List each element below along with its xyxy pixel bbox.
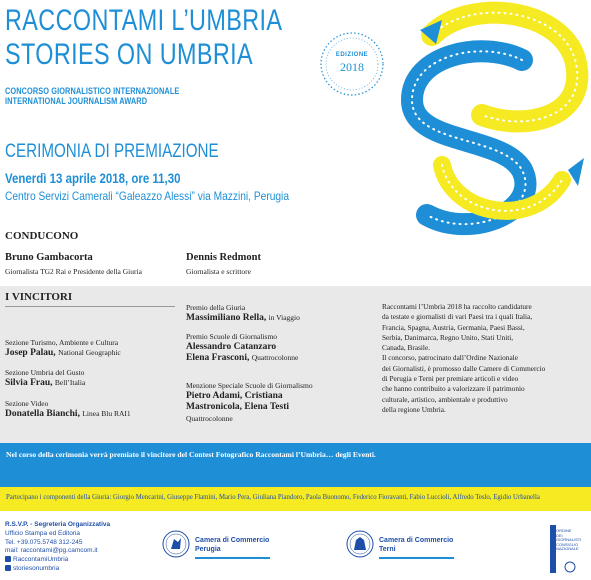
chamber-perugia-rule — [195, 557, 270, 559]
school-prize-category: Premio Scuole di Giornalismo — [186, 332, 278, 341]
globe-icon — [5, 565, 11, 571]
event-venue: Centro Servizi Camerali “Galeazzo Alessi” via Mazzini, Perugia — [5, 189, 290, 203]
ceremony-title: CERIMONIA DI PREMIAZIONE — [5, 141, 219, 162]
host-role: Giornalista e scrittore — [186, 267, 251, 276]
winner-name: Donatella Bianchi, Linea Blu RAI1 — [5, 409, 131, 419]
journalists-order-text: ORDINE DEI GIORNALISTI CONSIGLIO NAZIONALE — [556, 528, 582, 552]
contest-subtitle-it: CONCORSO GIORNALISTICO INTERNAZIONALE — [5, 86, 180, 96]
rsvp-block — [5, 521, 110, 574]
host-name: Dennis Redmont — [186, 252, 261, 263]
rsvp-title: R.S.V.P. - Segreteria Organizzativa — [5, 521, 111, 528]
rsvp-office: Ufficio Stampa ed Editoria — [5, 529, 81, 537]
chamber-terni-line1: Camera di Commercio — [379, 537, 454, 544]
photo-contest-text: Nel corso della cerimonia verrà premiato il vincitore del Contest Fotografico Raccontami l’Umbria… degli Eventi. — [6, 450, 376, 459]
event-date: Venerdì 13 aprile 2018, ore 11,30 — [5, 170, 181, 186]
winner-category: Sezione Turismo, Ambiente e Cultura — [5, 338, 119, 347]
winners-divider — [5, 306, 175, 307]
griffin-seal-icon — [162, 530, 190, 558]
chamber-terni-rule — [379, 557, 454, 559]
winner-name: Silvia Frau, Bell’Italia — [5, 378, 86, 388]
host-name: Bruno Gambacorta — [5, 252, 93, 263]
special-mention-category: Menzione Speciale Scuole di Giornalismo — [186, 381, 313, 390]
winner-category: Sezione Umbria del Gusto — [5, 368, 85, 377]
rsvp-phone: Tel. +39.075.5748 312-245 — [5, 538, 83, 546]
winner-category: Sezione Video — [5, 399, 49, 408]
facebook-icon — [5, 556, 11, 562]
school-prize-winner: Alessandro Catanzaro — [186, 342, 277, 352]
school-prize-winner: Elena Frasconi, Quattrocolonne — [186, 353, 299, 363]
social-facebook[interactable]: RaccontamiUmbria — [5, 556, 110, 565]
chamber-perugia-line1: Camera di Commercio — [195, 537, 270, 544]
rsvp-mail[interactable]: mail: raccontami@pg.camcom.it — [5, 547, 98, 555]
chamber-perugia-line2: Perugia — [195, 546, 221, 553]
social-website[interactable]: storiesonumbria — [5, 565, 110, 574]
stories-on-umbria-logo — [372, 0, 591, 245]
title-line-1: RACCONTAMI L’UMBRIA — [5, 4, 283, 37]
chamber-terni-line2: Terni — [379, 546, 396, 553]
contest-subtitle-en: INTERNATIONAL JOURNALISM AWARD — [5, 96, 148, 106]
about-paragraph: Raccontami l’Umbria 2018 ha raccolto candidature da testate e giornalisti di vari Paesi tra i quali Italia, Francia, Spagna, Austria, Germania, Paesi Bassi, Serbia, Danimarca, Regno Unito, Stati Uniti, Canada, Brasile. Il concorso, patrocinato dall’Ordine Nazionale dei Giornalisti, è promosso dalle Camere di Commercio di Perugia e Terni per premiare articoli e video che hanno contribuito a valorizzare il patrimonio culturale, artistico, ambientale e produttivo della regione Umbria. — [382, 302, 546, 414]
special-mention-org: Quattrocolonne — [186, 414, 233, 423]
special-mention-winners: Mastronicola, Elena Testi — [186, 402, 290, 412]
title-line-2: STORIES ON UMBRIA — [5, 38, 254, 71]
city-seal-icon — [346, 530, 374, 558]
jury-members-text: Partecipano i componenti della Giuria: Giorgio Mencarini, Giuseppe Flamini, Mario Pera, Giuliana Piandoro, Paola Buonomo, Federico Fioravanti, Fabio Luccioli, Alfredo Teslo, Egidio Urbanella — [6, 494, 540, 501]
host-role: Giornalista TG2 Rai e Presidente della Giuria — [5, 267, 142, 276]
winner-name: Josep Palau, National Geographic — [5, 348, 121, 358]
jury-prize-category: Premio della Giuria — [186, 303, 246, 312]
special-mention-winners: Pietro Adami, Cristiana — [186, 391, 283, 401]
jury-prize-winner: Massimiliano Rella, in Viaggio — [186, 313, 300, 323]
hosts-heading: CONDUCONO — [5, 230, 79, 242]
winners-heading: I VINCITORI — [5, 291, 73, 303]
edition-label: EDIZIONE — [335, 52, 369, 58]
edition-year: 2018 — [340, 60, 364, 74]
